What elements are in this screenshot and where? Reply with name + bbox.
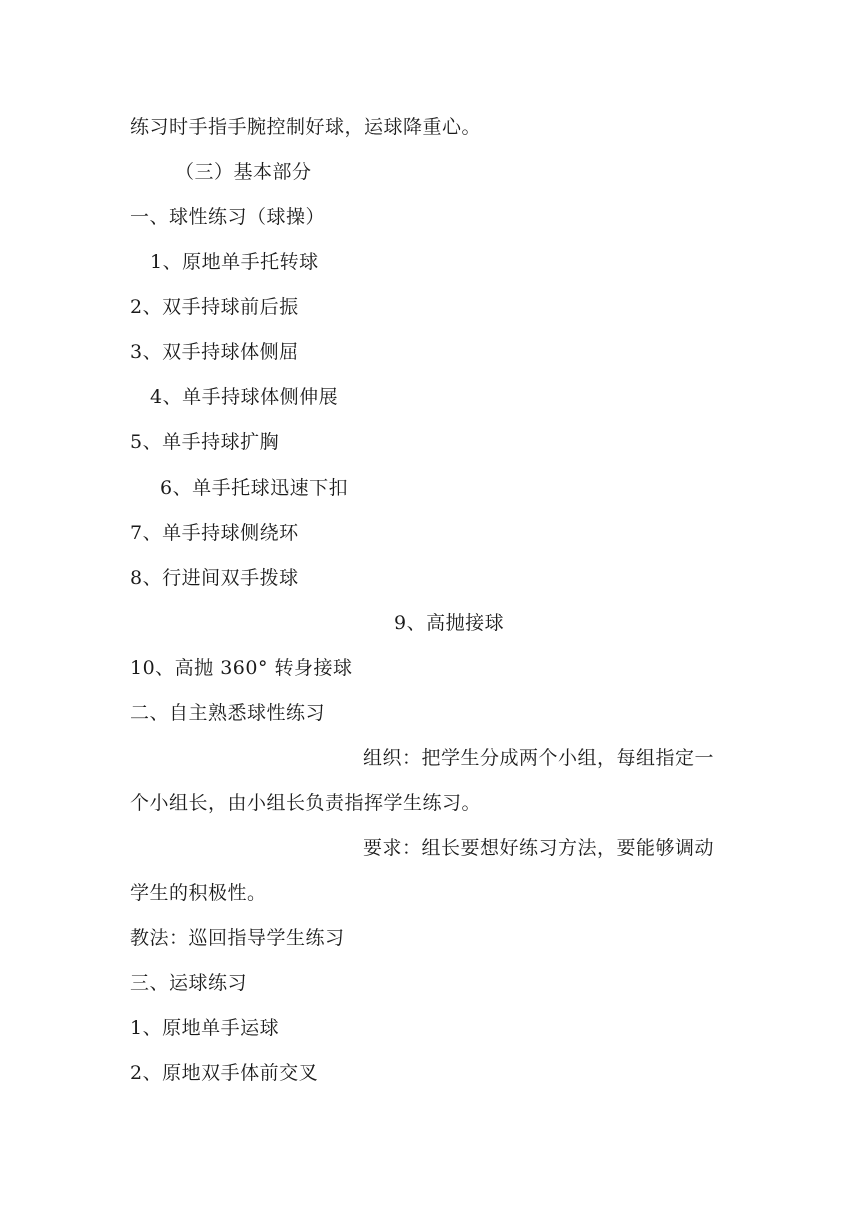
list-item: 9、高抛接球	[394, 612, 505, 634]
paragraph-line: 组织：把学生分成两个小组，每组指定一	[363, 747, 715, 769]
subsection-heading: 一、球性练习（球操）	[130, 206, 326, 228]
list-item: 2、双手持球前后振	[130, 296, 299, 318]
paragraph-line: 学生的积极性。	[130, 882, 267, 904]
list-item: 10、高抛 360° 转身接球	[130, 657, 353, 679]
list-item: 7、单手持球侧绕环	[130, 522, 299, 544]
section-heading: （三）基本部分	[175, 161, 312, 183]
subsection-heading: 二、自主熟悉球性练习	[130, 702, 326, 724]
list-item: 1、原地单手托转球	[150, 251, 319, 273]
paragraph-line: 个小组长，由小组长负责指挥学生练习。	[130, 792, 482, 814]
list-item: 8、行进间双手拨球	[130, 567, 299, 589]
list-item: 2、原地双手体前交叉	[130, 1062, 319, 1084]
subsection-heading: 三、运球练习	[130, 972, 248, 994]
paragraph-line: 要求：组长要想好练习方法，要能够调动	[363, 837, 715, 859]
paragraph-line: 练习时手指手腕控制好球，运球降重心。	[130, 116, 482, 138]
list-item: 1、原地单手运球	[130, 1017, 280, 1039]
list-item: 6、单手托球迅速下扣	[160, 477, 349, 499]
list-item: 3、双手持球体侧屈	[130, 341, 299, 363]
list-item: 4、单手持球体侧伸展	[150, 386, 339, 408]
list-item: 5、单手持球扩胸	[130, 431, 280, 453]
paragraph-line: 教法：巡回指导学生练习	[130, 927, 345, 949]
